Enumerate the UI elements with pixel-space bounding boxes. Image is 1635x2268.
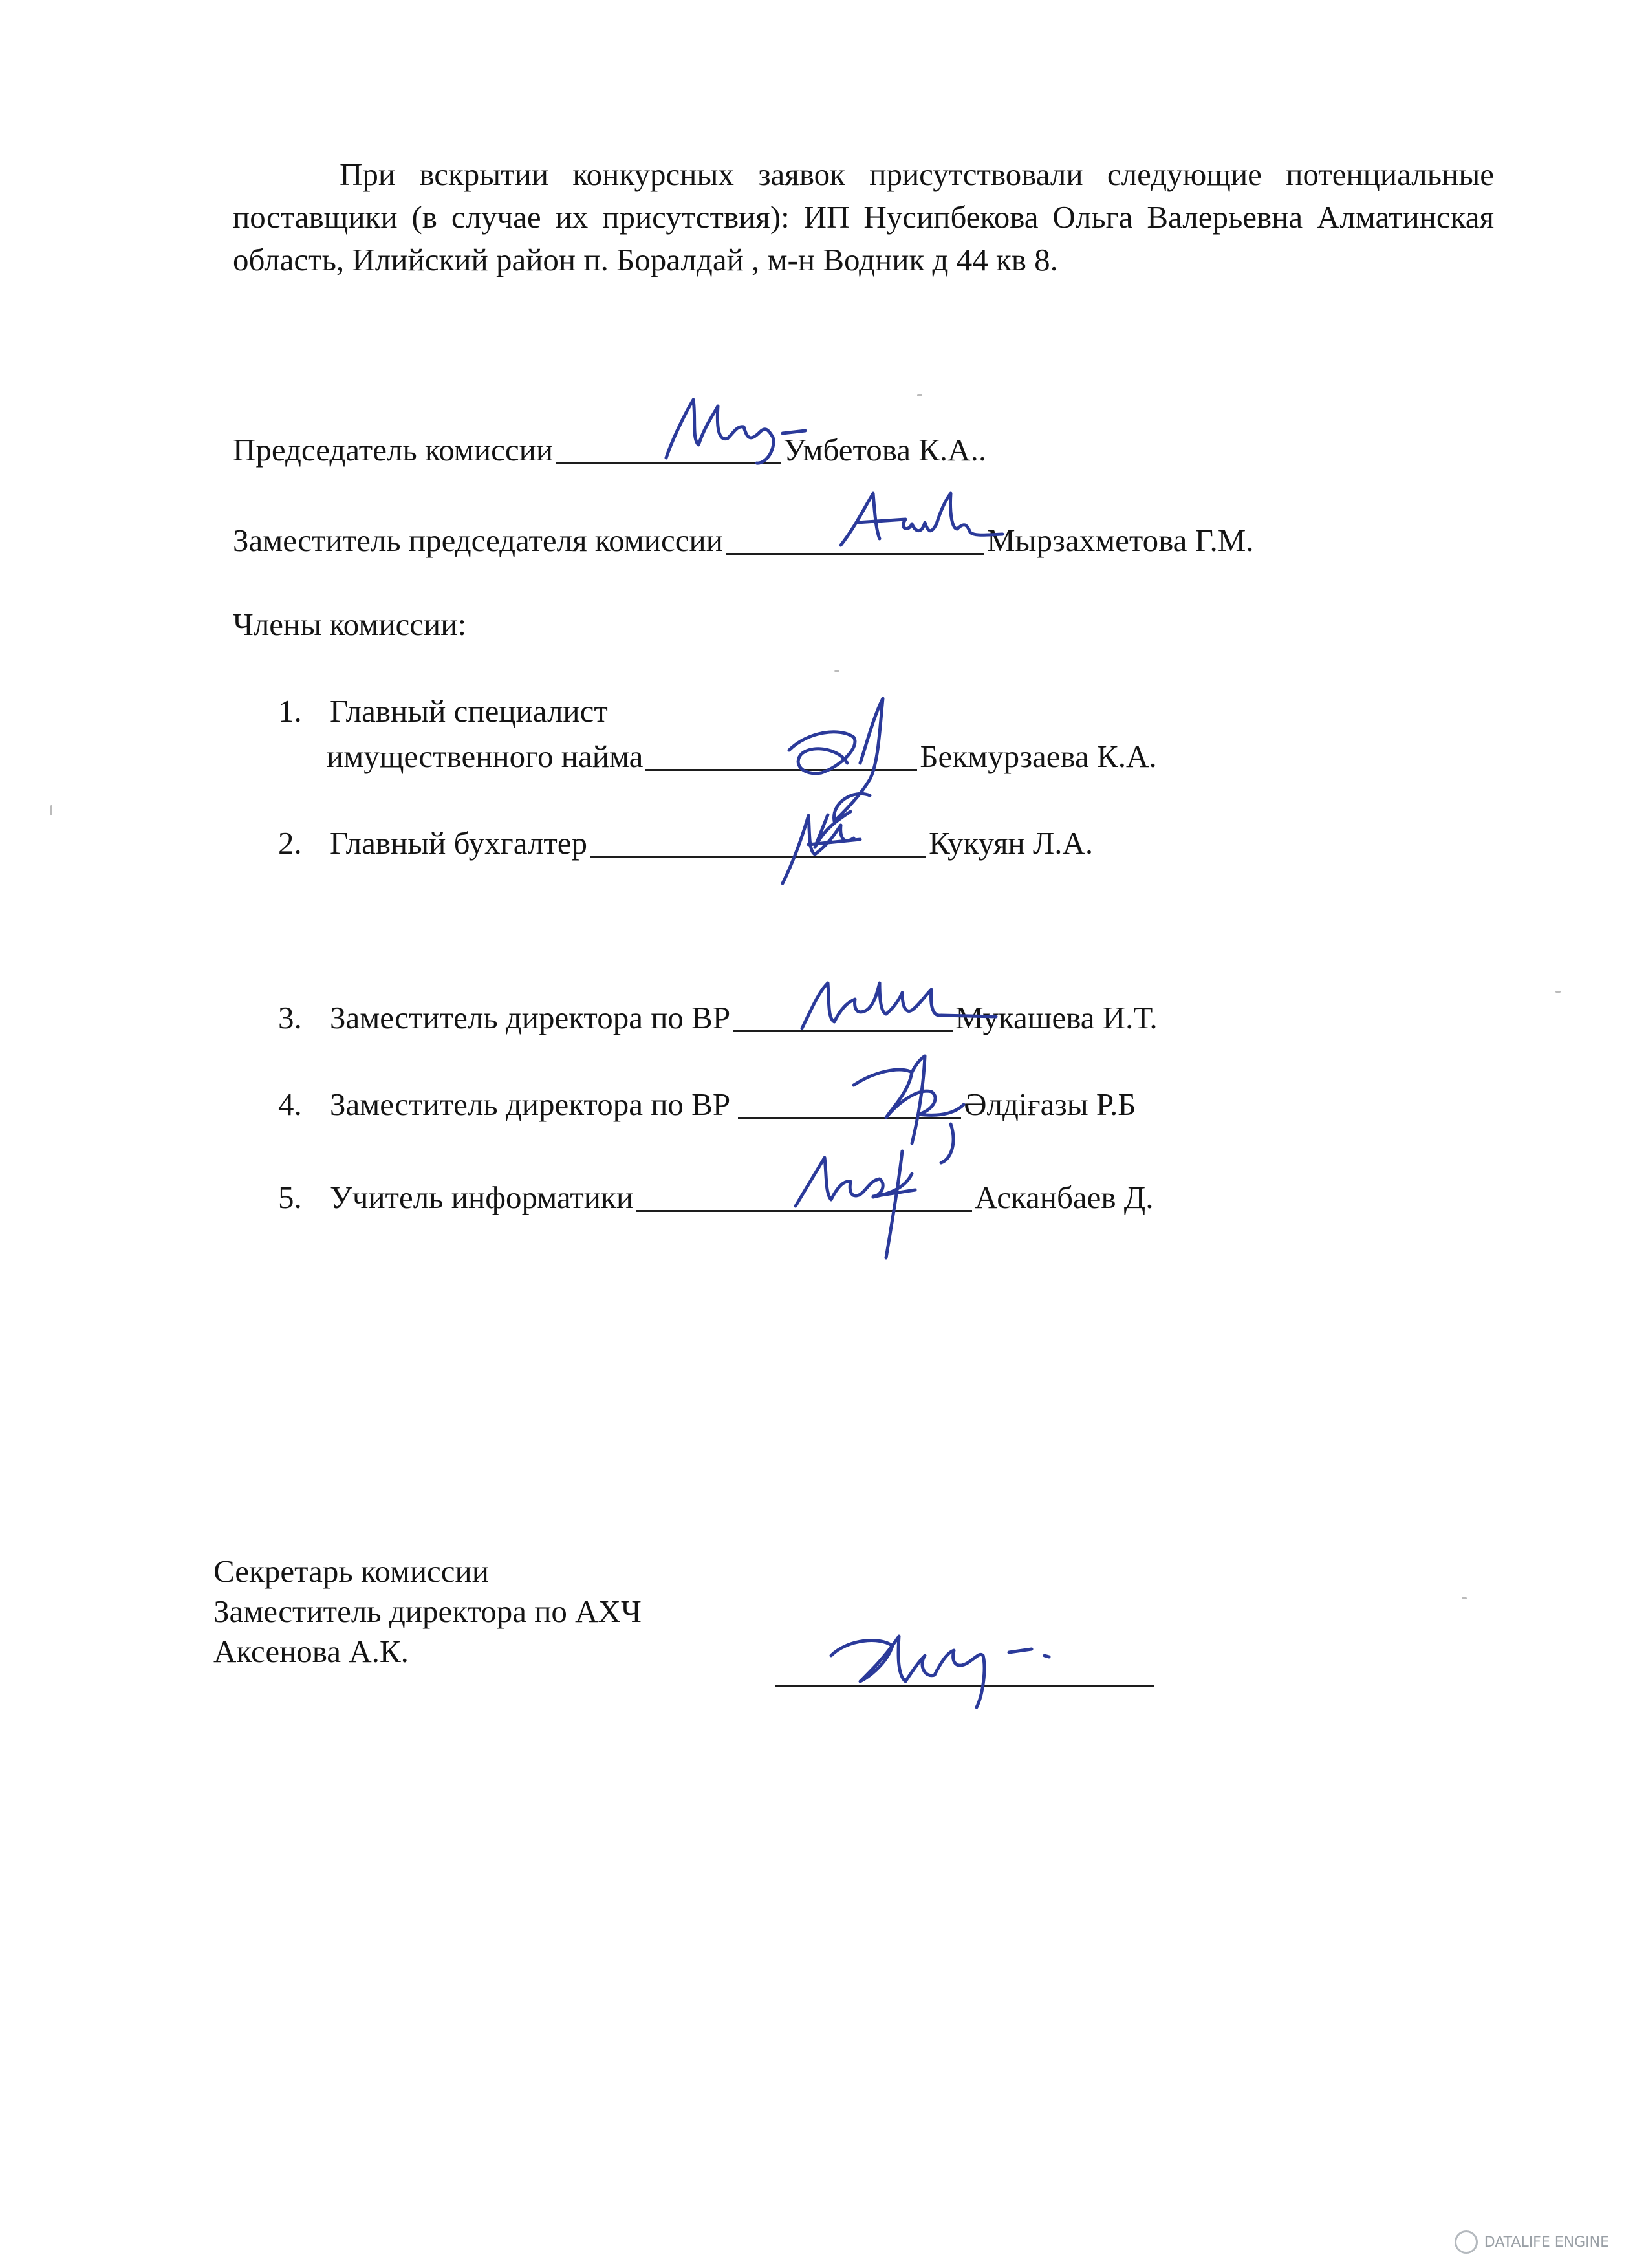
intro-paragraph: При вскрытии конкурсных заявок присутствовали следующие потенциальные поставщики (в случае их присутствия): ИП Нусипбекова Ольга Валерьевна Алматинская область, Илийский район п. Боралдай , м-н Водник д 44 кв 8. <box>233 157 1494 277</box>
member-role: Учитель информатики <box>330 1180 634 1215</box>
member-name: Мукашева И.Т. <box>955 1000 1158 1035</box>
chairman-role: Председатель комиссии <box>233 432 554 468</box>
member-role: Главный специалист <box>330 693 608 729</box>
member-number: 4. <box>278 1086 302 1122</box>
watermark-logo-icon <box>1455 2230 1478 2254</box>
member-number: 1. <box>278 693 302 729</box>
members-heading-text: Члены комиссии: <box>233 607 467 642</box>
scan-speck <box>1555 991 1561 993</box>
member-number: 2. <box>278 825 302 861</box>
chairman-signature <box>653 387 821 474</box>
scan-speck <box>917 394 922 396</box>
member-2-line <box>278 824 1093 863</box>
scan-speck <box>1462 1597 1467 1599</box>
chairman-line <box>233 431 986 470</box>
scan-speck <box>834 670 839 672</box>
secretary-title-text: Секретарь комиссии <box>213 1553 489 1589</box>
secretary-title <box>213 1552 489 1591</box>
member-name: Кукуян Л.А. <box>929 825 1094 861</box>
member-role: Заместитель директора по ВР <box>330 1086 731 1122</box>
member-number: 5. <box>278 1180 302 1215</box>
secretary-name <box>213 1632 409 1671</box>
chairman-name: Умбетова К.А.. <box>783 432 987 468</box>
member-2-signature <box>763 799 893 893</box>
member-name: Әлдіғазы Р.Б <box>964 1086 1136 1122</box>
member-4-line <box>278 1085 1136 1124</box>
member-3-signature <box>796 970 1002 1044</box>
deputy-chairman-signature <box>834 484 1015 558</box>
deputy-chairman-line <box>233 521 1254 560</box>
member-role: имущественного найма <box>327 739 644 774</box>
watermark <box>1455 2230 1609 2254</box>
deputy-chairman-name: Мырзахметова Г.М. <box>986 523 1254 558</box>
deputy-chairman-role: Заместитель председателя комиссии <box>233 523 723 558</box>
scan-speck <box>50 805 52 815</box>
member-role: Заместитель директора по ВР <box>330 1000 731 1035</box>
member-role: Главный бухгалтер <box>330 825 588 861</box>
secretary-position-text: Заместитель директора по АХЧ <box>213 1593 642 1629</box>
member-5-line <box>278 1178 1154 1217</box>
secretary-signature <box>821 1617 1106 1717</box>
member-1-line1 <box>278 692 608 731</box>
member-number: 3. <box>278 1000 302 1035</box>
secretary-position <box>213 1592 642 1631</box>
secretary-name-text: Аксенова А.К. <box>213 1634 409 1669</box>
member-3-line <box>278 999 1158 1037</box>
member-5-signature <box>789 1135 944 1268</box>
member-name: Асканбаев Д. <box>975 1180 1154 1215</box>
watermark-text: DATALIFE ENGINE <box>1484 2234 1609 2251</box>
member-name: Бекмурзаева К.А. <box>920 739 1157 774</box>
member-1-line2 <box>327 737 1157 776</box>
members-heading <box>233 605 466 644</box>
